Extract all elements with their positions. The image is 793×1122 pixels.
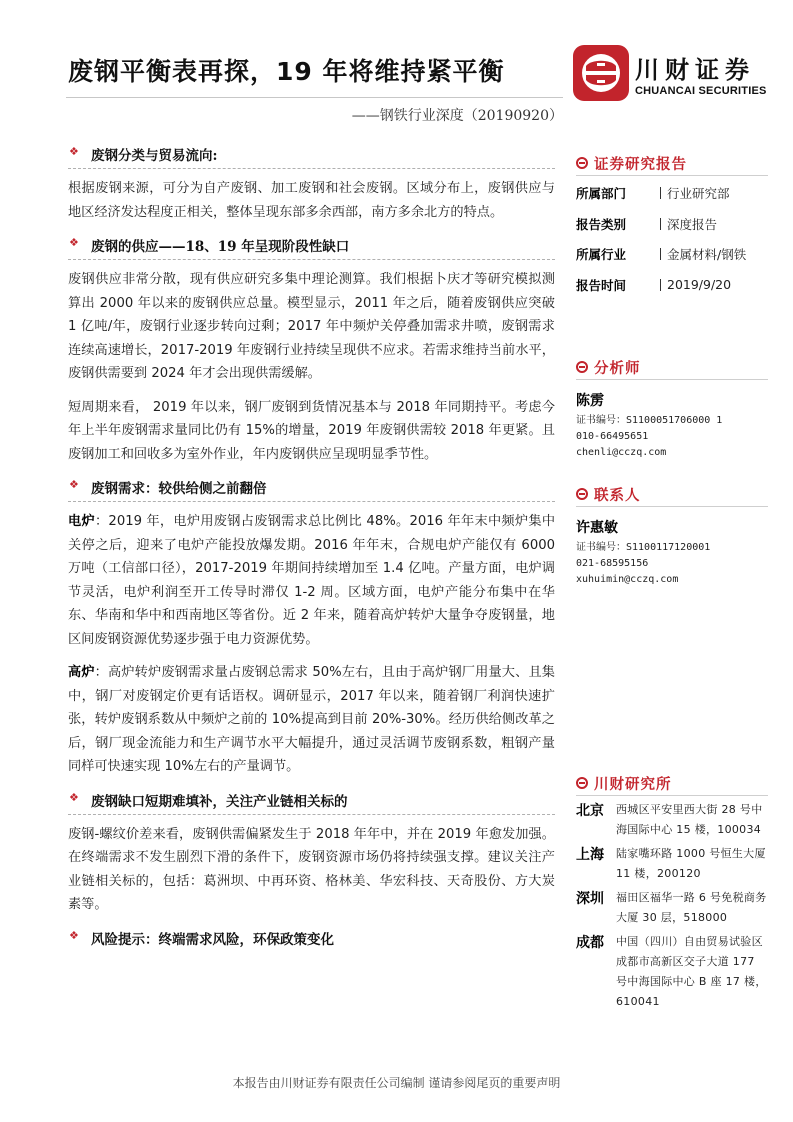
office-city: 北京 [576,803,604,819]
contact-cert: 证书编号：S1100117120001 [576,542,711,553]
section-heading [68,476,555,502]
office-item [576,844,768,884]
section-heading [68,789,555,815]
brand-circle-icon [576,157,588,169]
info-value: 2019/9/20 [667,277,732,293]
sidebar-divider [576,175,768,176]
analyst-cert: 证书编号：S1100051706000 1 [576,415,723,426]
office-city: 成都 [576,935,604,951]
office-list [576,800,768,1012]
office-item [576,932,768,1012]
section-divider [68,814,555,815]
title-divider [66,97,563,98]
info-row [576,209,768,240]
contact-card [576,517,768,588]
office-city: 上海 [576,847,604,863]
paragraph-body: ：高炉转炉废钢需求量占废钢总需求 50%左右，且由于高炉钢厂用量大、且集中，钢厂对废钢定价更有话语权。调研显示，2017 年以来，随着钢厂利润快速扩张，转炉废钢系数从中频炉之前的 10%提高到目前 20%-30%。经历供给侧改革之后，钢厂现金流能力和生产调节水平大幅提升，通过灵活调节废钢系数，粗钢产量同样可快速实现 10%左右的产量调节。 [68,665,555,774]
section-title: 废钢缺口短期难填补，关注产业链相关标的 [91,793,348,810]
sidebar-divider [576,506,768,507]
office-item [576,800,768,840]
paragraph: 废钢供应非常分散，现有供应研究多集中理论测算。我们根据卜庆才等研究模拟测算出 2000 年以来的废钢供应总量。模型显示，2011 年之后，随着废钢供应突破 1 亿吨/年，废钢行业逐步转向过剩；2017 年中频炉关停叠加需求井喷，废钢需求连续高速增长，2017-2019 年废钢行业持续呈现供不应求。若需求维持当前水平，废钢供需要到 2024 年才会出现供需缓解。 [68,272,555,381]
sidebar-heading-text: 证券研究报告 [594,156,687,173]
brand-circle-icon [576,361,588,373]
paragraph-lead: 高炉 [68,665,95,680]
sidebar-heading [576,770,768,796]
report-info-table [576,178,768,300]
info-key: 报告类别 [576,216,627,232]
analyst-card [576,390,768,461]
paragraph-electric-furnace [68,510,555,651]
info-key: 所属行业 [576,247,627,263]
paragraph: 短周期来看， 2019 年以来，钢厂废钢到货情况基本与 2018 年同期持平。考虑今年上半年废钢需求量同比仍有 15%的增量，2019 年废钢供需较 2018 年更紧。且废钢加工和回收多为室外作业，年内废钢供应呈现明显季节性。 [68,399,555,462]
info-value: 金属材料/钢铁 [667,247,747,263]
contact-phone: 021-68595156 [576,558,649,569]
contact-name: 许惠敏 [576,520,618,536]
paragraph: 根据废钢来源，可分为自产废钢、加工废钢和社会废钢。区域分布上，废钢供应与地区经济发达程度正相关，整体呈现东部多余西部，南方多余北方的特点。 [68,181,555,220]
brand-circle-icon [576,777,588,789]
paragraph: 废钢-螺纹价差来看，废钢供需偏紧发生于 2018 年年中，并在 2019 年愈发加强。在终端需求不发生剧烈下滑的条件下，废钢资源市场仍将持续强支撑。建议关注产业链相关标的，包括：葛洲坝、中再环资、格林美、华宏科技、天奇股份、方大炭素等。 [68,826,555,912]
section-title: 风险提示：终端需求风险，环保政策变化 [91,931,334,948]
paragraph-body: ：2019 年，电炉用废钢占废钢需求总比例比 48%。2016 年年末中频炉集中关停之后，迎来了电炉产能投放爆发期。2016 年年末，合规电炉产能仅有 6000 万吨（工信部口径），2017-2019 年期间持续增加至 1.4 亿吨。产量方面，电炉调节灵活，电炉利润至开工传导时滞仅 1-2 周。区域方面，电炉产能分布集中在华东、华南和华中和西南地区等省份。近 2 年来，随着高炉转炉大量争夺废钢量，地区间废钢资源优势逐步强于电力资源优势。 [68,514,556,647]
section-heading [68,927,555,953]
info-value: 行业研究部 [667,186,730,202]
info-row [576,270,768,301]
logo-name-cn: 川财证券 [635,56,755,84]
info-key: 报告时间 [576,277,627,293]
section-divider [68,168,555,169]
info-row [576,178,768,209]
sidebar-divider [576,795,768,796]
office-address: 福田区福华一路 6 号免税商务大厦 30 层，518000 [616,891,767,924]
sidebar-heading-text: 川财研究所 [594,776,672,793]
office-address: 陆家嘴环路 1000 号恒生大厦 11 楼，200120 [616,847,766,880]
section-divider [68,259,555,260]
info-separator [660,279,661,291]
report-subtitle: ——钢铁行业深度（20190920） [351,108,563,124]
diamond-bullet-icon: ❖ [69,478,79,491]
diamond-bullet-icon: ❖ [69,236,79,249]
brand-circle-icon [576,488,588,500]
section-title: 废钢分类与贸易流向: [91,148,218,164]
sidebar [576,150,768,1012]
info-separator [660,187,661,199]
info-value: 深度报告 [667,216,718,232]
diamond-bullet-icon: ❖ [69,928,79,942]
info-row [576,239,768,270]
section-heading [68,143,555,169]
contact-email[interactable]: xuhuimin@cczq.com [576,574,679,585]
analyst-name: 陈雳 [576,393,604,409]
diamond-bullet-icon: ❖ [69,790,79,804]
sidebar-heading [576,481,768,507]
diamond-bullet-icon: ❖ [69,145,79,158]
info-key: 所属部门 [576,186,627,202]
office-address: 中国（四川）自由贸易试验区成都市高新区交子大道 177 号中海国际中心 B 座 17 楼，610041 [616,935,767,1008]
office-item [576,888,768,928]
chuancai-logo-icon [573,45,629,101]
paragraph-lead: 电炉 [68,514,95,529]
office-address: 西城区平安里西大街 28 号中海国际中心 15 楼，100034 [616,803,763,836]
section-divider [68,501,555,502]
paragraph-blast-furnace [68,661,555,779]
sidebar-heading [576,150,768,176]
office-city: 深圳 [576,891,604,907]
info-separator [660,218,661,230]
info-separator [660,248,661,260]
section-heading [68,234,555,260]
section-title: 废钢的供应——18、19 年呈现阶段性缺口 [91,239,350,255]
analyst-email[interactable]: chenli@cczq.com [576,447,667,458]
sidebar-divider [576,379,768,380]
analyst-phone: 010-66495651 [576,431,649,442]
sidebar-heading-text: 分析师 [594,360,641,377]
main-content [68,143,555,961]
sidebar-heading-text: 联系人 [594,487,641,504]
logo-name-en: CHUANCAI SECURITIES [635,85,767,97]
section-title: 废钢需求：较供给侧之前翻倍 [91,481,267,497]
sidebar-heading [576,354,768,380]
company-logo [573,45,767,103]
page-footer: 本报告由川财证券有限责任公司编制 谨请参阅尾页的重要声明 [232,1076,561,1090]
report-title: 废钢平衡表再探，19 年将维持紧平衡 [68,57,505,86]
